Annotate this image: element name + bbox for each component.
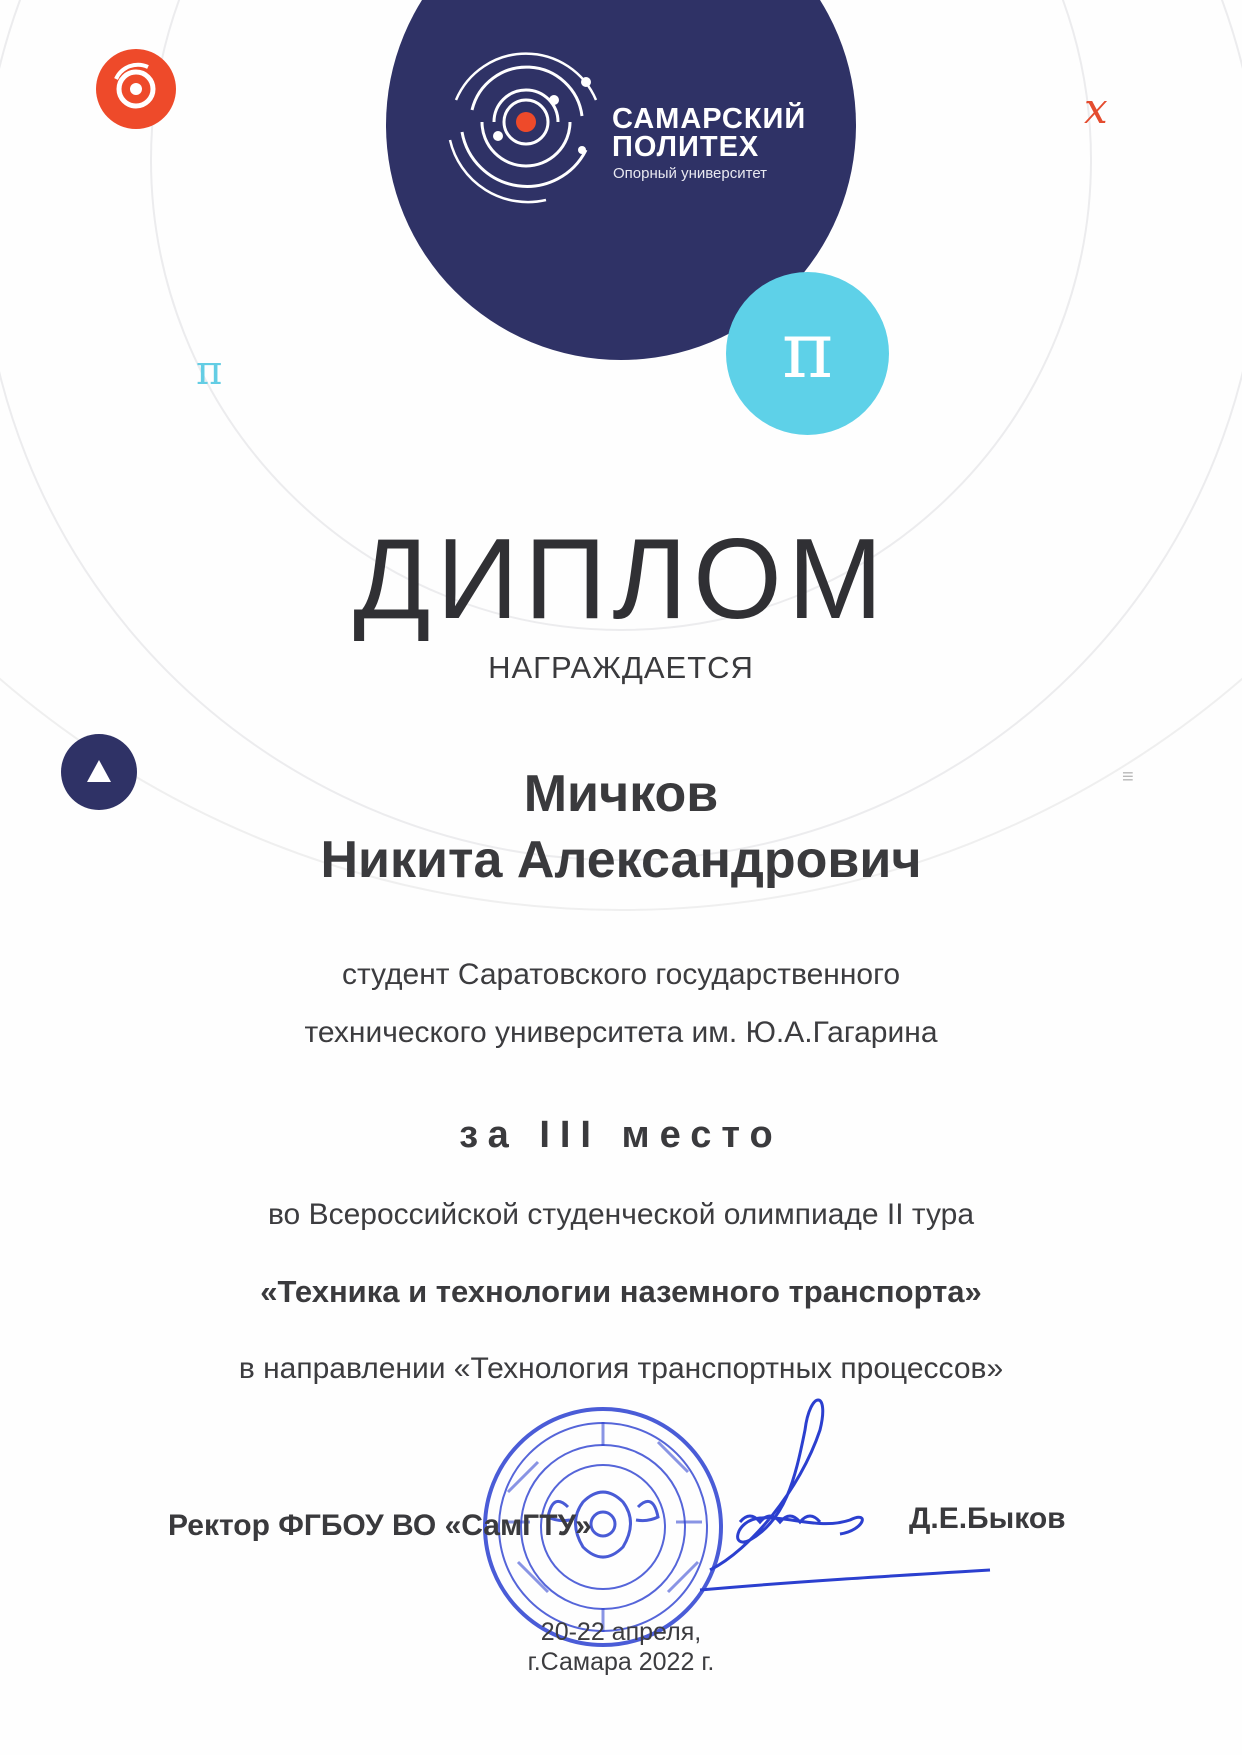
pi-icon: π (726, 272, 889, 435)
event-place-year: г.Самара 2022 г. (527, 1648, 715, 1676)
diploma-title: ДИПЛОМ (353, 516, 889, 643)
event-line: во Всероссийской студенческой олимпиаде II тура (267, 1198, 975, 1231)
awarded-label: НАГРАЖДАЕТСЯ (488, 650, 754, 685)
event-date: 20-22 апреля, (540, 1618, 702, 1646)
recipient-given-names: Никита Александрович (320, 831, 922, 889)
place-award: за III место (459, 1114, 783, 1156)
affiliation-line2: технического университета им. Ю.А.Гагарина (304, 1016, 938, 1049)
pi-small-symbol: π (196, 348, 223, 394)
x-symbol: x (1084, 84, 1108, 133)
logo-title-line1: САМАРСКИЙ (612, 103, 807, 135)
recipient-surname: Мичков (523, 765, 719, 823)
event-title: «Техника и технологии наземного транспорта» (260, 1274, 982, 1309)
handwritten-signature (690, 1370, 1010, 1630)
signatory-name: Д.Е.Быков (909, 1502, 1066, 1535)
orbit-logo-icon (436, 40, 636, 210)
menu-symbol: ≡ (1122, 766, 1134, 788)
logo-tagline: Опорный университет (613, 165, 768, 182)
target-icon (96, 49, 176, 129)
direction-line: в направлении «Технология транспортных процессов» (238, 1352, 1004, 1385)
signatory-position: Ректор ФГБОУ ВО «СамГТУ» (168, 1509, 592, 1542)
logo-title-line2: ПОЛИТЕХ (612, 131, 760, 163)
affiliation-line1: студент Саратовского государственного (341, 958, 901, 991)
